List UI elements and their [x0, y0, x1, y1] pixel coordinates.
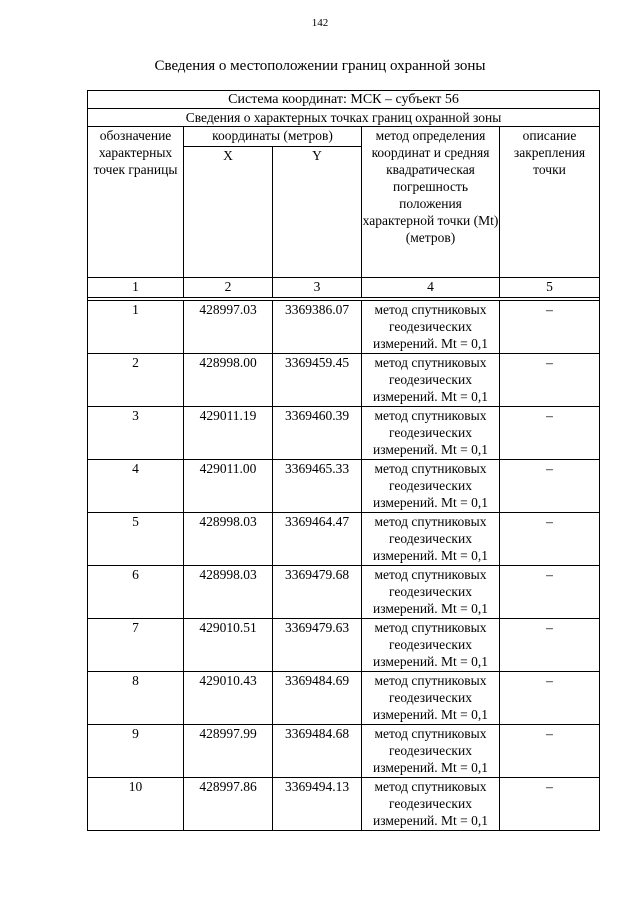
method-cell: метод спутниковых геодезических измерений. Mt = 0,1 [362, 354, 500, 407]
method-cell: метод спутниковых геодезических измерений. Mt = 0,1 [362, 672, 500, 725]
point-cell: 1 [88, 301, 184, 354]
y-coordinate-cell: 3369460.39 [273, 407, 362, 460]
point-cell: 3 [88, 407, 184, 460]
y-coordinate-cell: 3369464.47 [273, 513, 362, 566]
x-coordinate-cell: 428997.86 [184, 778, 273, 831]
x-coordinate-cell: 429011.19 [184, 407, 273, 460]
description-cell: – [500, 619, 600, 672]
table-row [88, 566, 600, 619]
column-number: 5 [500, 278, 600, 298]
description-cell: – [500, 460, 600, 513]
document-title: Сведения о местоположении границ охранной зоны [154, 58, 486, 74]
method-cell: метод спутниковых геодезических измерений. Mt = 0,1 [362, 513, 500, 566]
point-cell: 8 [88, 672, 184, 725]
point-cell: 2 [88, 354, 184, 407]
table-row [88, 778, 600, 831]
description-cell: – [500, 672, 600, 725]
method-cell: метод спутниковых геодезических измерений. Mt = 0,1 [362, 725, 500, 778]
description-cell: – [500, 725, 600, 778]
header-coords: координаты (метров) [184, 127, 362, 147]
x-coordinate-cell: 429010.43 [184, 672, 273, 725]
y-coordinate-cell: 3369465.33 [273, 460, 362, 513]
description-cell: – [500, 407, 600, 460]
column-number-row [88, 278, 600, 298]
header-y: Y [273, 146, 362, 277]
coordinate-system-cell: Система координат: МСК – субъект 56 [88, 91, 600, 109]
point-cell: 7 [88, 619, 184, 672]
table-row [88, 407, 600, 460]
column-number: 1 [88, 278, 184, 298]
y-coordinate-cell: 3369459.45 [273, 354, 362, 407]
section-title-cell: Сведения о характерных точках границ охранной зоны [88, 109, 600, 127]
header-description: описание закрепления точки [500, 127, 600, 278]
point-cell: 5 [88, 513, 184, 566]
description-cell: – [500, 513, 600, 566]
method-cell: метод спутниковых геодезических измерений. Mt = 0,1 [362, 407, 500, 460]
coordinate-system-row [88, 91, 600, 109]
column-number: 2 [184, 278, 273, 298]
page-number: 142 [311, 17, 329, 29]
column-number: 4 [362, 278, 500, 298]
description-cell: – [500, 354, 600, 407]
y-coordinate-cell: 3369386.07 [273, 301, 362, 354]
x-coordinate-cell: 428998.03 [184, 566, 273, 619]
x-coordinate-cell: 429011.00 [184, 460, 273, 513]
method-cell: метод спутниковых геодезических измерений. Mt = 0,1 [362, 778, 500, 831]
section-title-row [88, 109, 600, 127]
y-coordinate-cell: 3369479.63 [273, 619, 362, 672]
header-point: обозначение характерных точек границы [88, 127, 184, 278]
description-cell: – [500, 301, 600, 354]
method-cell: метод спутниковых геодезических измерений. Mt = 0,1 [362, 460, 500, 513]
header-method: метод определения координат и средняя квадратическая погрешность положения характерной точки (Mt) (метров) [362, 127, 500, 278]
x-coordinate-cell: 428998.03 [184, 513, 273, 566]
header-row-1 [88, 127, 600, 147]
boundary-points-table [87, 90, 600, 831]
table-row [88, 619, 600, 672]
description-cell: – [500, 566, 600, 619]
table-row [88, 725, 600, 778]
header-x: X [184, 146, 273, 277]
x-coordinate-cell: 428997.03 [184, 301, 273, 354]
x-coordinate-cell: 429010.51 [184, 619, 273, 672]
point-cell: 4 [88, 460, 184, 513]
y-coordinate-cell: 3369484.68 [273, 725, 362, 778]
table-row [88, 301, 600, 354]
description-cell: – [500, 778, 600, 831]
method-cell: метод спутниковых геодезических измерений. Mt = 0,1 [362, 566, 500, 619]
y-coordinate-cell: 3369479.68 [273, 566, 362, 619]
table-row [88, 460, 600, 513]
table-row [88, 513, 600, 566]
x-coordinate-cell: 428998.00 [184, 354, 273, 407]
point-cell: 10 [88, 778, 184, 831]
table-row [88, 354, 600, 407]
column-number: 3 [273, 278, 362, 298]
y-coordinate-cell: 3369484.69 [273, 672, 362, 725]
point-cell: 6 [88, 566, 184, 619]
y-coordinate-cell: 3369494.13 [273, 778, 362, 831]
x-coordinate-cell: 428997.99 [184, 725, 273, 778]
table-row [88, 672, 600, 725]
point-cell: 9 [88, 725, 184, 778]
method-cell: метод спутниковых геодезических измерений. Mt = 0,1 [362, 619, 500, 672]
method-cell: метод спутниковых геодезических измерений. Mt = 0,1 [362, 301, 500, 354]
